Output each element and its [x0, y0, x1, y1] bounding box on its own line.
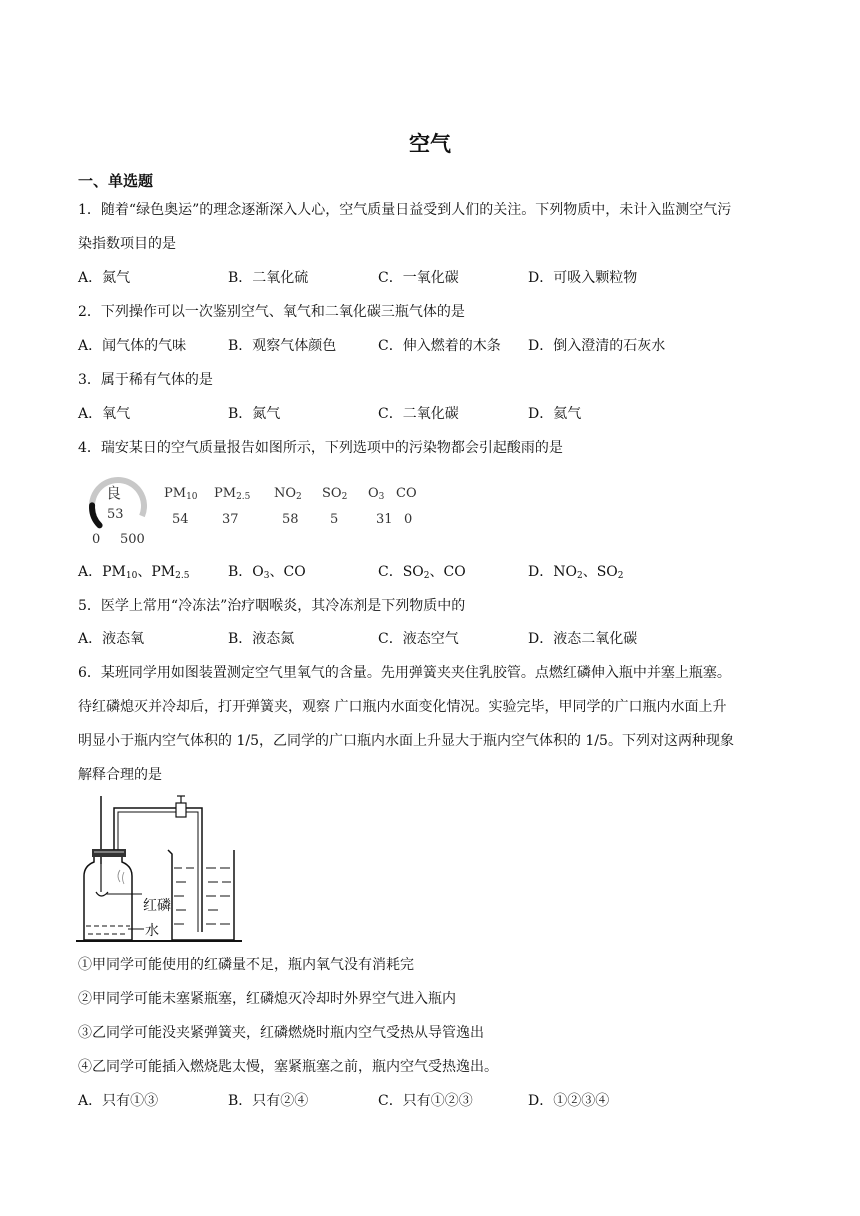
q3-option-a[interactable]: A．氧气	[78, 406, 131, 422]
q4-option-d[interactable]: D．$NO_2$、$SO_2$	[528, 564, 624, 581]
q1-option-a[interactable]: A．氮气	[78, 270, 131, 286]
q6-option-b[interactable]: B．只有②④	[228, 1093, 309, 1109]
pollutant-value: 54	[172, 512, 189, 527]
q1-stem-line1: 1．随着“绿色奥运”的理念逐渐深入人心，空气质量日益受到人们的关注。下列物质中，未计入监测空气污	[78, 202, 732, 218]
q2-option-d[interactable]: D．倒入澄清的石灰水	[528, 338, 666, 354]
pollutant-name: $O_3$	[368, 486, 385, 502]
spring-clamp	[176, 803, 186, 817]
q2-option-c[interactable]: C．伸入燃着的木条	[378, 338, 501, 354]
q1-stem-line2: 染指数项目的是	[78, 236, 176, 252]
wide-mouth-jar	[84, 854, 132, 940]
q5-option-a[interactable]: A．液态氧	[78, 631, 145, 647]
q2-option-b[interactable]: B．观察气体颜色	[228, 338, 337, 354]
q5-option-c[interactable]: C．液态空气	[378, 631, 459, 647]
q6-statement-3: ③乙同学可能没夹紧弹簧夹，红磷燃烧时瓶内空气受热从导管逸出	[78, 1025, 484, 1041]
gauge-fill	[92, 505, 100, 525]
q6-stem-line1: 6．某班同学用如图装置测定空气里氧气的含量。先用弹簧夹夹住乳胶管。点燃红磷伸入瓶中并塞上瓶塞。	[78, 665, 731, 681]
q6-statement-2: ②甲同学可能未塞紧瓶塞，红磷熄灭冷却时外界空气进入瓶内	[78, 991, 456, 1007]
page-title: 空气	[409, 132, 451, 156]
aqi-scale-max: 500	[120, 532, 145, 547]
pollutant-name: $PM_{2.5}$	[214, 486, 251, 502]
q3-option-d[interactable]: D．氦气	[528, 406, 582, 422]
q1-option-c[interactable]: C．一氧化碳	[378, 270, 459, 286]
aqi-scale-min: 0	[92, 532, 101, 547]
q6-stem-line2: 待红磷熄灭并冷却后，打开弹簧夹，观察 广口瓶内水面变化情况。实验完毕，甲同学的广口瓶内水面上升	[78, 699, 727, 715]
flame-smoke	[118, 870, 124, 884]
q6-option-c[interactable]: C．只有①②③	[378, 1093, 473, 1109]
q6-option-a[interactable]: A．只有①③	[78, 1093, 159, 1109]
q4-option-b[interactable]: B．$O_3$、CO	[228, 564, 306, 581]
label-water: 水	[145, 920, 159, 940]
q6-statement-1: ①甲同学可能使用的红磷量不足，瓶内氧气没有消耗完	[78, 957, 414, 973]
q4-option-a[interactable]: A．$PM_{10}$、$PM_{2.5}$	[78, 564, 190, 581]
pollutant-value: 31	[376, 512, 393, 527]
q6-stem-line4: 解释合理的是	[78, 767, 162, 783]
q1-option-b[interactable]: B．二氧化硫	[228, 270, 309, 286]
aqi-index: 53	[107, 507, 124, 522]
section-heading: 一、单选题	[78, 172, 154, 190]
q1-option-d[interactable]: D．可吸入颗粒物	[528, 270, 638, 286]
pollutant-name: $SO_2$	[322, 486, 348, 502]
q5-stem: 5．医学上常用“冷冻法”治疗咽喉炎，其冷冻剂是下列物质中的	[78, 598, 466, 614]
q6-option-d[interactable]: D．①②③④	[528, 1093, 610, 1109]
pollutant-value: 0	[404, 512, 413, 527]
pollutant-value: 37	[222, 512, 239, 527]
q3-option-b[interactable]: B．氮气	[228, 406, 281, 422]
apparatus-diagram	[76, 792, 246, 944]
pollutant-value: 5	[330, 512, 339, 527]
q3-option-c[interactable]: C．二氧化碳	[378, 406, 459, 422]
q5-option-b[interactable]: B．液态氮	[228, 631, 295, 647]
q6-stem-line3: 明显小于瓶内空气体积的 1/5，乙同学的广口瓶内水面上升显大于瓶内空气体积的 1/5。下列对这两种现象	[78, 733, 734, 749]
pollutant-name: $PM_{10}$	[164, 486, 198, 502]
experiment-apparatus-figure	[76, 792, 246, 944]
air-quality-figure	[80, 472, 440, 550]
q6-statement-4: ④乙同学可能插入燃烧匙太慢，塞紧瓶塞之前，瓶内空气受热逸出。	[78, 1059, 498, 1075]
q4-option-c[interactable]: C．$SO_2$、CO	[378, 564, 466, 581]
pollutant-name: $NO_2$	[274, 486, 302, 502]
beaker	[168, 850, 234, 940]
q3-stem: 3．属于稀有气体的是	[78, 372, 213, 388]
q4-stem: 4．瑞安某日的空气质量报告如图所示，下列选项中的污染物都会引起酸雨的是	[78, 440, 563, 456]
jar-water	[86, 926, 130, 934]
q2-stem: 2．下列操作可以一次鉴别空气、氧气和二氧化碳三瓶气体的是	[78, 304, 465, 320]
pollutant-value: 58	[282, 512, 299, 527]
pollutant-name: CO	[396, 486, 417, 501]
jar-stopper	[92, 849, 126, 857]
q2-option-a[interactable]: A．闻气体的气味	[78, 338, 187, 354]
q5-option-d[interactable]: D．液态二氧化碳	[528, 631, 638, 647]
label-phosphorus: 红磷	[143, 895, 171, 915]
aqi-grade: 良	[106, 484, 122, 502]
